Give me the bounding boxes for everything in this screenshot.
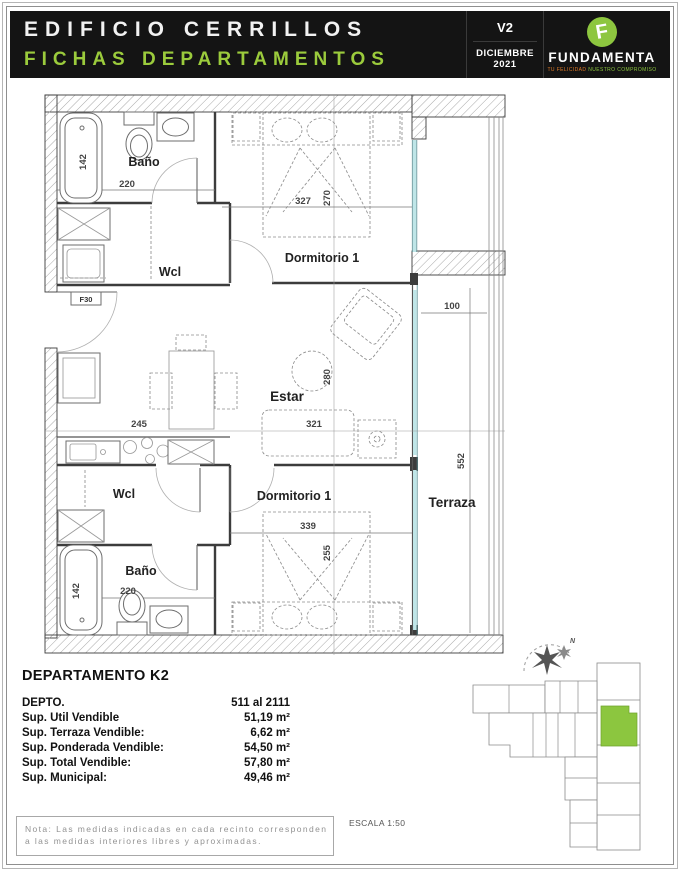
header-titles [24,18,390,71]
dim-tub-bottom: 142 [71,583,82,599]
entry-door-rating-label: F30 [79,295,93,304]
dim-bath-bottom: 220 [120,586,136,597]
info-value: 6,62 m² [250,726,290,739]
brand-tagline [547,67,656,73]
compass [524,638,576,675]
info-row [22,770,352,785]
info-label: Sup. Util Vendible [22,711,120,724]
dim-terrace-d: 552 [456,453,467,469]
measurement-note [16,816,334,856]
unit-info [22,668,352,785]
building-key-plan [462,624,676,866]
info-value: 57,80 m² [243,756,290,769]
info-row [22,710,352,725]
note-line-1: Nota: Las medidas indicadas en cada recinto corresponden [25,824,328,834]
washer [60,245,106,282]
info-row [22,695,352,710]
room-label-dormitorio-top: Dormitorio 1 [284,251,360,265]
terrace-railing [489,117,503,635]
brand-name: FUNDAMENTA [548,49,656,65]
exterior-walls [45,95,505,653]
date-label [476,48,534,70]
floor-plan [20,88,665,660]
dim-terrace-w: 100 [444,301,460,312]
page-subtitle: FICHAS DEPARTAMENTOS [24,49,390,70]
interior-walls [57,112,412,635]
dim-dorm-top-w: 327 [295,196,311,207]
armchair [328,286,403,362]
brand-tagline-left: TU FELICIDAD [547,66,587,73]
building-footprint [473,663,640,850]
dim-tub-top: 142 [78,154,89,170]
header [10,11,670,78]
version-date-block [466,11,544,78]
room-label-bano-bottom: Baño [125,564,157,578]
info-value: 511 al 2111 [231,696,290,709]
sofa [262,410,354,456]
bed-top [232,112,402,237]
room-label-dormitorio-bottom: Dormitorio 1 [256,489,332,503]
fridge [58,353,100,403]
note-line-2: a las medidas interiores libres y aproximadas. [25,836,262,846]
room-label-bano-top: Baño [128,155,160,169]
dim-bath-top: 220 [119,179,135,190]
brand-tagline-right: NUESTRO COMPROMISO [588,66,657,73]
windows [412,140,417,635]
scale-label: ESCALA 1:50 [349,818,406,828]
date-year: 2021 [493,58,517,70]
info-label: Sup. Municipal: [22,771,107,784]
page-title: EDIFICIO CERRILLOS [24,18,369,41]
sink-top [157,113,194,141]
brand-logo [544,11,660,78]
info-row [22,755,352,770]
sink-bottom [150,606,188,633]
room-label-estar: Estar [270,389,304,404]
dim-estar-d: 280 [322,369,333,385]
info-label: Sup. Total Vendible: [22,756,132,769]
version-label: V2 [497,19,513,35]
info-row [22,725,352,740]
divider [473,41,537,42]
info-value: 54,50 m² [243,741,290,754]
toilet-top [124,112,154,160]
dim-kitchen-w: 245 [131,419,147,430]
info-value: 51,19 m² [243,711,290,724]
date-month: DICIEMBRE [476,47,534,59]
info-value: 49,46 m² [243,771,290,784]
closet-bottom [58,470,104,542]
info-label: DEPTO. [22,696,65,709]
room-label-wcl-bottom: Wcl [112,487,136,501]
bed-bottom [232,512,402,635]
room-label-terraza: Terraza [428,495,476,510]
dim-dorm-bot-d: 255 [322,545,333,561]
dim-dorm-top-d: 270 [322,190,333,206]
info-row [22,740,352,755]
info-label: Sup. Terraza Vendible: [22,726,145,739]
kitchen-counter [66,438,214,465]
axis-lines [45,95,505,655]
room-label-wcl-top: Wcl [158,265,182,279]
dining-table [150,335,237,429]
dim-estar-w: 321 [306,419,322,430]
north-label: N [570,638,576,645]
brand-f-icon: F [585,14,620,49]
header-right [466,11,660,78]
unit-title: DEPARTAMENTO K2 [22,668,170,684]
info-label: Sup. Ponderada Vendible: [22,741,164,754]
dim-dorm-bot-w: 339 [300,521,316,532]
tv-unit [358,420,396,458]
